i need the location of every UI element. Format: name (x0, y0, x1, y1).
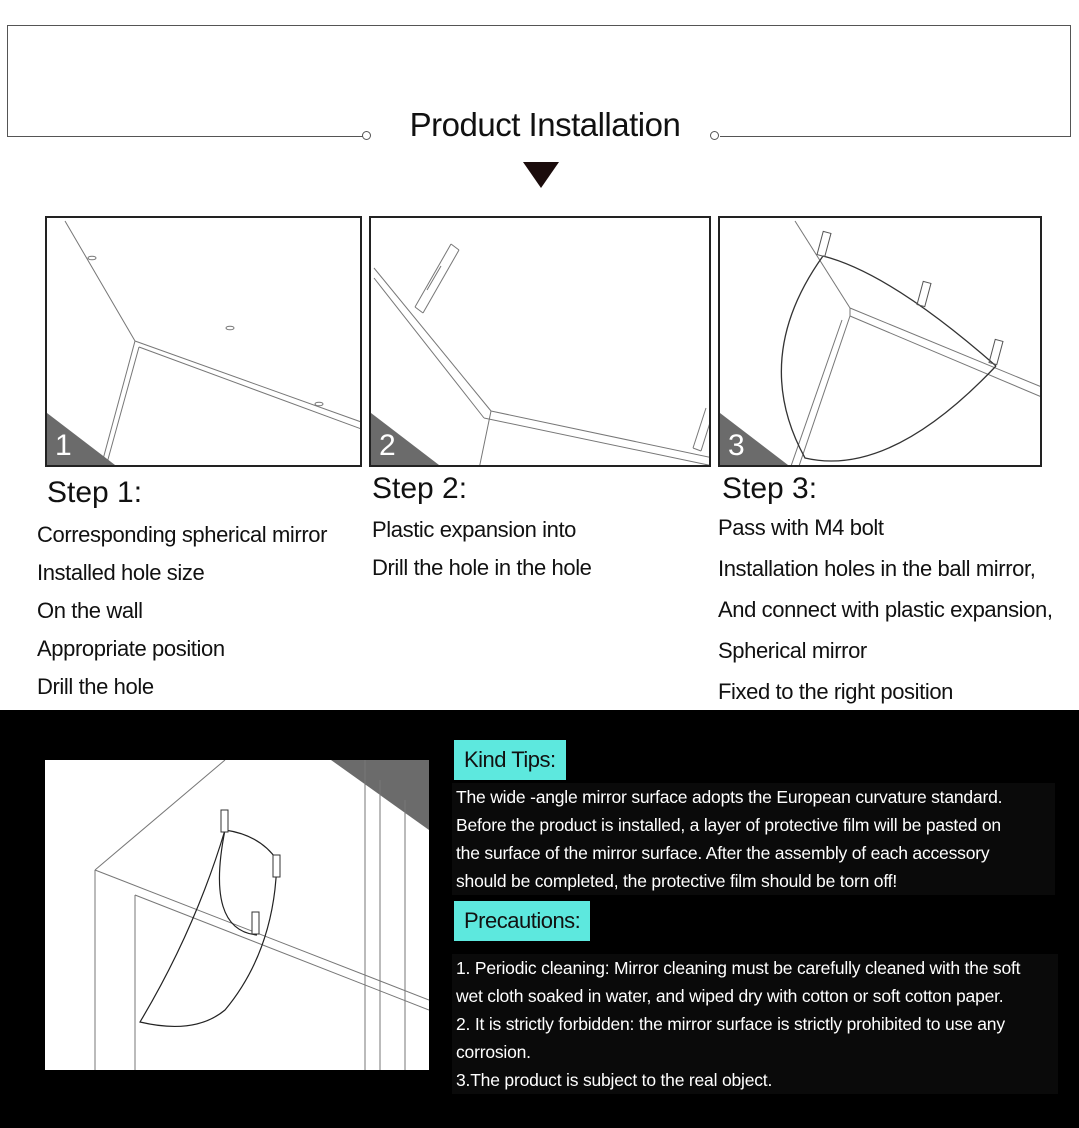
step-line: Installation holes in the ball mirror, (718, 556, 1036, 581)
header-rule-right (720, 136, 1071, 137)
step-number: 1 (55, 429, 72, 462)
precaution-line: wet cloth soaked in water, and wiped dry with cotton or soft cotton paper. (456, 986, 1004, 1006)
step-line: Plastic expansion into (372, 517, 576, 542)
tip-line: The wide -angle mirror surface adopts the European curvature standard. (456, 787, 1003, 807)
step-line: Installed hole size (37, 560, 205, 585)
step-2-illustration (369, 216, 711, 467)
step-line: And connect with plastic expansion, (718, 597, 1053, 622)
step-line: Drill the hole (37, 674, 154, 699)
mirror-installed-illustration (45, 760, 429, 1070)
page-title: Product Installation (409, 106, 681, 143)
precautions-text (452, 954, 1058, 1094)
mirror-corner-drawing (45, 760, 429, 1070)
step-2-description (372, 511, 592, 587)
kind-tips-label: Kind Tips: (454, 740, 566, 780)
precaution-line: corrosion. (456, 1042, 531, 1062)
step-1-heading: Step 1: (47, 476, 143, 509)
step-line: Pass with M4 bolt (718, 515, 884, 540)
tip-line: should be completed, the protective film should be torn off! (456, 871, 898, 891)
precaution-line: 2. It is strictly forbidden: the mirror surface is strictly prohibited to use any (456, 1014, 1005, 1034)
step-line: Fixed to the right position (718, 679, 954, 704)
precaution-line: 1. Periodic cleaning: Mirror cleaning must be carefully cleaned with the soft (456, 958, 1021, 978)
step-line: Spherical mirror (718, 638, 867, 663)
step-line: Corresponding spherical mirror (37, 522, 328, 547)
step-3-description (718, 507, 1053, 712)
step-1-description (37, 516, 327, 706)
precautions-label: Precautions: (454, 901, 590, 941)
step-line: Appropriate position (37, 636, 225, 661)
down-triangle-icon (523, 162, 559, 188)
header-rule-left (7, 136, 364, 137)
step-3-heading: Step 3: (722, 472, 818, 505)
header-rule-left-dot (362, 131, 371, 140)
tip-line: Before the product is installed, a layer of protective film will be pasted on (456, 815, 1001, 835)
kind-tips-text (452, 783, 1055, 895)
tip-line: the surface of the mirror surface. After the assembly of each accessory (456, 843, 990, 863)
precaution-line: 3.The product is subject to the real object. (456, 1070, 773, 1090)
step-number: 2 (379, 429, 396, 462)
step-line: Drill the hole in the hole (372, 555, 592, 580)
step-2-heading: Step 2: (372, 472, 468, 505)
step-3-illustration (718, 216, 1042, 467)
step-line: On the wall (37, 598, 143, 623)
step-number: 3 (728, 429, 745, 462)
header-rule-right-dot (710, 131, 719, 140)
step-1-illustration (45, 216, 362, 467)
